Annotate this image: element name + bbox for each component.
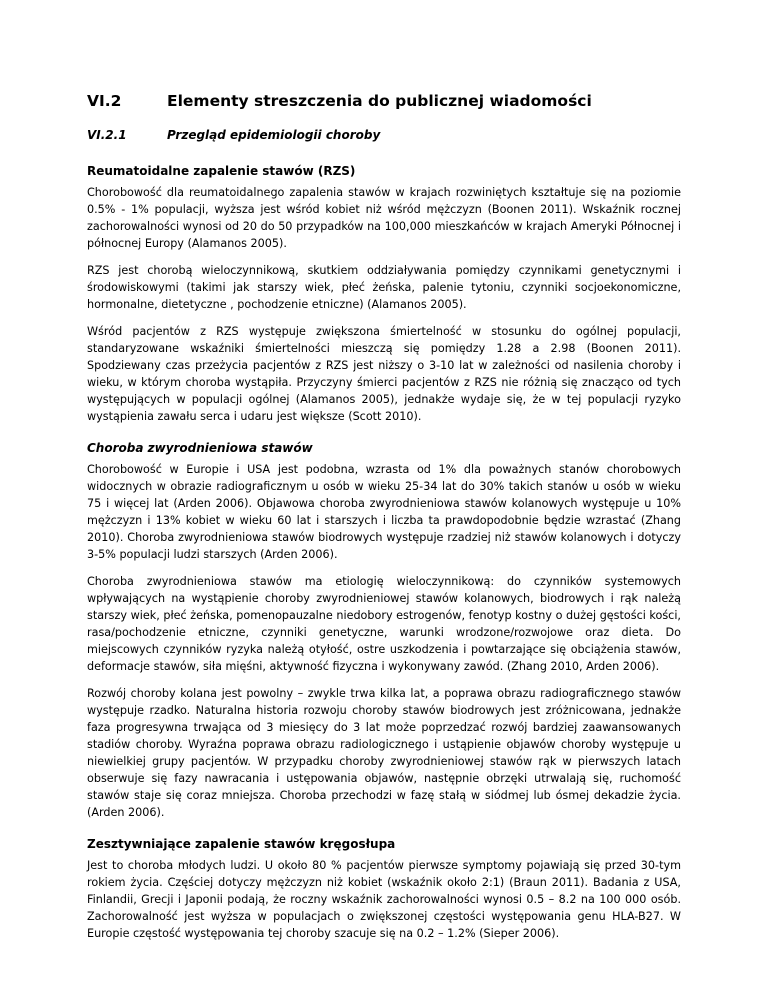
section-number: VI.2	[87, 92, 122, 110]
ra-paragraph-1: Chorobowość dla reumatoidalnego zapalenia stawów w krajach rozwiniętych kształtuje się na poziomie 0.5% - 1% populacji, wyższa jest wśród kobiet niż wśród mężczyzn (Boonen 2011). Wskaźnik rocznej zachorowalności wynosi od 20 do 50 przypadków na 100,000 mieszkańców w krajach Ameryki Północnej i północnej Europy (Alamanos 2005).	[87, 186, 681, 250]
subsection-title: Przegląd epidemiologii choroby	[167, 128, 381, 142]
subsection-heading	[87, 128, 681, 142]
ra-paragraph-2: RZS jest chorobą wieloczynnikową, skutkiem oddziaływania pomiędzy czynnikami genetycznymi i środowiskowymi (takimi jak starszy wiek, płeć żeńska, palenie tytoniu, czynniki socjoekonomiczne, hormonalne, dietetyczne , pochodzenie etniczne) (Alamanos 2005).	[87, 264, 681, 311]
as-paragraph-1: Jest to choroba młodych ludzi. U około 80 % pacjentów pierwsze symptomy pojawiają się przed 30-tym rokiem życia. Częściej dotyczy mężczyzn niż kobiet (wskaźnik około 2:1) (Braun 2011). Badania z USA, Finlandii, Grecji i Japonii podają, że roczny wskaźnik zachorowalności wynosi 0.5 – 8.2 na 100 000 osób. Zachorowalność jest wyższa w populacjach o zwiększonej częstości występowania genu HLA-B27. W Europie częstość występowania tej choroby szacuje się na 0.2 – 1.2% (Sieper 2006).	[87, 859, 681, 940]
ra-heading: Reumatoidalne zapalenie stawów (RZS)	[87, 164, 356, 178]
oa-heading: Choroba zwyrodnieniowa stawów	[87, 441, 313, 455]
as-heading: Zesztywniające zapalenie stawów kręgosłupa	[87, 837, 396, 851]
subsection-number: VI.2.1	[87, 128, 127, 142]
oa-paragraph-2: Choroba zwyrodnieniowa stawów ma etiologię wieloczynnikową: do czynników systemowych wpływających na wystąpienie choroby zwyrodnieniowej stawów kolanowych, biodrowych i rąk należą starszy wiek, płeć żeńska, pomenopauzalne niedobory estrogenów, fenotyp kostny o dużej gęstości kości, rasa/pochodzenie etniczne, czynniki genetyczne, warunki wrodzone/rozwojowe oraz dieta. Do miejscowych czynników ryzyka należą otyłość, ostre uszkodzenia i powtarzające się obciążenia stawów, deformacje stawów, siła mięśni, aktywność fizyczna i wykonywany zawód. (Zhang 2010, Arden 2006).	[87, 575, 681, 673]
document-page	[87, 92, 681, 952]
section-heading	[87, 92, 681, 110]
ra-paragraph-3: Wśród pacjentów z RZS występuje zwiększona śmiertelność w stosunku do ogólnej populacji, standaryzowane wskaźniki śmiertelności mieszczą się pomiędzy 1.28 a 2.98 (Boonen 2011). Spodziewany czas przeżycia pacjentów z RZS jest niższy o 3-10 lat w zależności od nasilenia choroby i wieku, w którym choroba wystąpiła. Przyczyny śmierci pacjentów z RZS nie różnią się znacząco od tych występujących w populacji ogólnej (Alamanos 2005), jednakże wydaje się, że w tej populacji ryzyko wystąpienia zawału serca i udaru jest większe (Scott 2010).	[87, 325, 681, 423]
section-title: Elementy streszczenia do publicznej wiadomości	[167, 92, 592, 110]
oa-paragraph-3: Rozwój choroby kolana jest powolny – zwykle trwa kilka lat, a poprawa obrazu radiograficznego stawów występuje rzadko. Naturalna historia rozwoju choroby stawów biodrowych jest zróżnicowana, jednakże faza progresywna trwająca od 3 miesięcy do 3 lat może poprzedzać rozwój bardziej zaawansowanych stadiów choroby. Wyraźna poprawa obrazu radiologicznego i ustąpienie objawów choroby występuje u niewielkiej grupy pacjentów. W przypadku choroby zwyrodnieniowej stawów rąk w pierwszych latach obserwuje się fazy nawracania i ustępowania objawów, następnie obrzęki utrwalają się, ruchomość stawów staje się coraz mniejsza. Choroba przechodzi w fazę stałą w siódmej lub ósmej dekadzie życia. (Arden 2006).	[87, 687, 681, 819]
oa-paragraph-1: Chorobowość w Europie i USA jest podobna, wzrasta od 1% dla poważnych stanów chorobowych widocznych w obrazie radiograficznym u osób w wieku 25-34 lat do 30% takich stanów u osób w wieku 75 i więcej lat (Arden 2006). Objawowa choroba zwyrodnieniowa stawów kolanowych występuje u 10% mężczyzn i 13% kobiet w wieku 60 lat i starszych i liczba ta prawdopodobnie będzie wzrastać (Zhang 2010). Choroba zwyrodnieniowa stawów biodrowych występuje rzadziej niż stawów kolanowych i dotyczy 3-5% populacji ludzi starszych (Arden 2006).	[87, 463, 681, 561]
